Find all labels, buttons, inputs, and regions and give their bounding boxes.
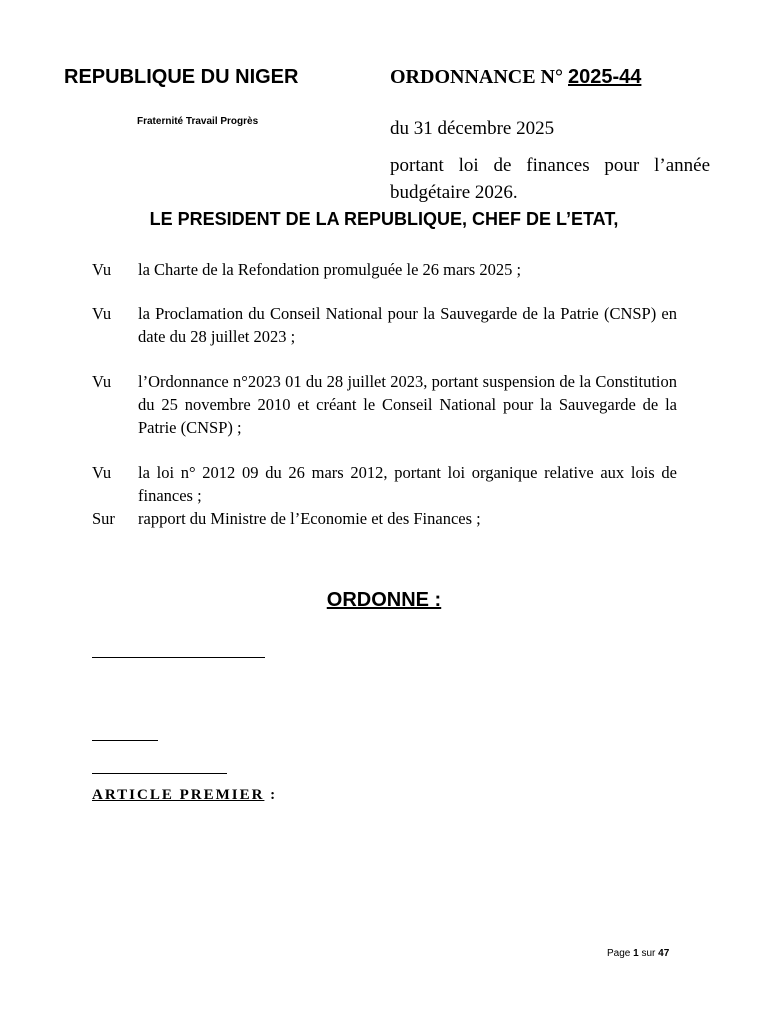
page-word: Page [607,948,631,959]
visa-label: Vu [92,463,112,482]
page-total: 47 [658,948,670,959]
national-motto: Fraternité Travail Progrès [137,116,259,127]
visa-item [92,370,677,439]
ordinance-title [390,66,641,89]
article-label: ARTICLE PREMIER [92,787,265,803]
article-heading [92,787,277,804]
page-number [607,948,669,959]
ordinance-subject: portant loi de finances pour l’année budgétaire 2026. [390,155,710,203]
visa-text: la Charte de la Refondation promulguée le 26 mars 2025 ; [138,260,522,279]
visa-item [92,302,677,348]
divider-line [92,657,265,658]
visa-text: l’Ordonnance n°2023 01 du 28 juillet 2023, portant suspension de la Constitution du 25 novembre 2010 et créant le Conseil National pour la Sauvegarde de la Patrie (CNSP) ; [138,372,677,437]
ordinance-prefix: ORDONNANCE N° [390,66,563,88]
visa-text: la Proclamation du Conseil National pour la Sauvegarde de la Patrie (CNSP) en date du 28 juillet 2023 ; [138,304,677,346]
visa-label: Vu [92,304,112,323]
country-name: REPUBLIQUE DU NIGER [64,66,299,88]
page-sep: sur [641,948,656,959]
visa-item [92,258,677,281]
visa-item [92,461,677,507]
visa-text: rapport du Ministre de l’Economie et des Finances ; [138,509,481,528]
ordonne-heading: ORDONNE : [326,589,442,611]
divider-line [92,773,227,774]
visa-label: Vu [92,372,112,391]
page-current: 1 [633,948,639,959]
visa-text: la loi n° 2012 09 du 26 mars 2012, portant loi organique relative aux lois de finances ; [138,463,677,505]
ordinance-date: du 31 décembre 2025 [390,118,555,139]
visa-label: Sur [92,509,115,528]
article-colon: : [264,787,278,803]
president-title: LE PRESIDENT DE LA REPUBLIQUE, CHEF DE L’ETAT, [149,209,619,229]
divider-line [92,740,158,741]
visa-label: Vu [92,260,112,279]
ordinance-number: 2025-44 [568,66,642,88]
visa-item [92,507,677,530]
